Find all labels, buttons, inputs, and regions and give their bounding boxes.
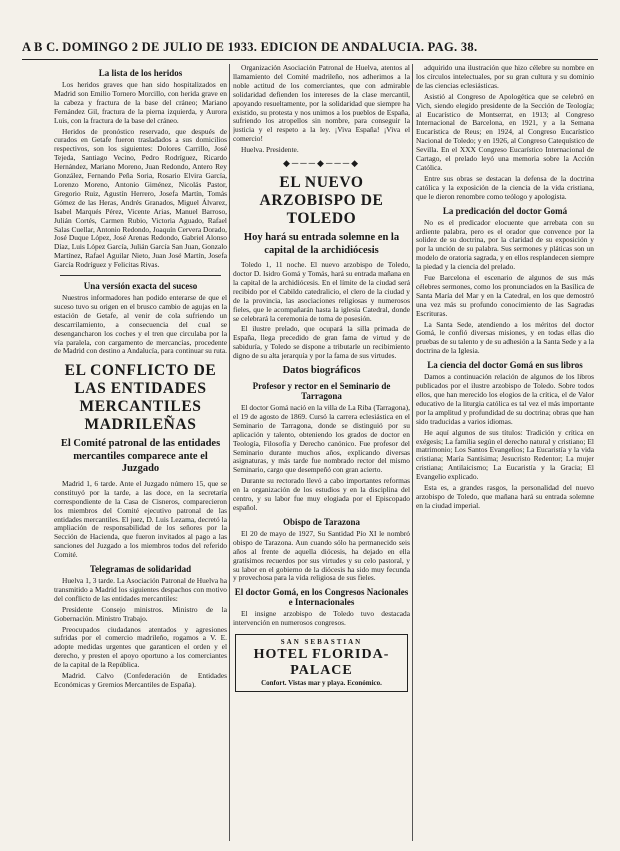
paragraph: El ilustre prelado, que ocupará la silla primada de España, llega precedido de gran fama de virtud y de sabiduría, y Toledo se dispone a tributarle un recibimiento digno de su alta jerarquía y por la fama de sus virtudes.: [233, 324, 410, 361]
paragraph: Damos a continuación relación de algunos de los libros publicados por el ilustre arzobispo de Toledo. Sobre todos ellos, que han merecido los elogios de la crítica, el de Valor educativo de la liturgia católica es tal vez el más importante por la amplitud y profundidad de su doctrina; obras que han sido traducidas a varios idiomas.: [416, 372, 594, 426]
hotel-advertisement: [235, 634, 408, 692]
column-3: [416, 64, 594, 843]
paragraph: Toledo 1, 11 noche. El nuevo arzobispo de Toledo, doctor D. Isidro Gomá y Tomás, hará su entrada mañana en la capital de la archidiócesis. En el límite de la ciudad será recibido por el Cabildo catedralicio, el clero de la ciudad y de la provincia, las asociaciones religiosas y numerosos fieles, que le acompañarán hasta la iglesia Catedral, donde se celebrará la ceremonia de toma de posesión.: [233, 260, 410, 323]
headline-arzobispo: EL NUEVO ARZOBISPO DE TOLEDO: [259, 174, 384, 228]
paragraph: El doctor Gomá nació en la villa de La Riba (Tarragona), el 19 de agosto de 1869. Cursó la carrera eclesiástica en el Seminario de Tarragona, donde se distinguió por su aplicación y talento, obteniendo los grados de doctor en Teología, Filosofía y Derecho canónico. Fue profesor del Seminario durante muchos años, explicando diversas asignaturas, y más tarde fue nombrado rector del mismo Seminario, cargo que desempeñó con gran acierto.: [233, 403, 410, 475]
paragraph: El 20 de mayo de 1927, Su Santidad Pío XI le nombró obispo de Tarazona. Aun cuando sólo ha permanecido seis años al frente de aquella diócesis, ha dejado en ella gratísimos recuerdos por sus virtudes y su celo pastoral, y su labor en el gobierno de la diócesis ha sido muy fecunda y provechosa para la vida religiosa de sus fieles.: [233, 528, 410, 583]
column-2: [233, 64, 410, 843]
paragraph: Heridos de pronóstico reservado, que después de curados en Getafe fueron trasladados a sus domicilios respectivos, son los siguientes: Dolores Carrillo, José Tejeda, Santiago Vecino, Pedro Rodríguez, Ricardo Hernández, Mariano Moreno, Juan Redondo, Antero Rey González, Fernando Peña Soria, Rosario Elvira García, Lorenzo Moreno, Antonio Giménez, Nicolás Pastor, Gregorio Ruiz, Agustín Herrero, Josefa Martín, Tomás Gómez de las Heras, Andrés Granados, Miguel Álvarez, Isabel Marqués Pérez, Vicente Arias, Manuel Barroso, Julián Cortés, Carmen Rubio, Victoria Aguado, Rafael Salas Cuellar, Antonio Redondo, Joaquín Cervera Dorado, José Duque López, José Arenas Redondo, Gabriel Alonso Díaz, Luis López García, Julián García San Juan, Gonzalo Martínez, Rafael Aguilar Nieto, Juan José Martín, Josefa García Rodríguez y Felicitas Rivas.: [54, 126, 227, 270]
paragraph: No es el predicador elocuente que arrebata con su ardiente palabra, pero es el orador que convence por la solidez de su doctrina, por la claridad de su exposición y por la unción de su palabra. Sus sermones y pláticas son un modelo de oratoria sagrada, y en ellos resplandecen siempre la piedad y la ciencia del prelado.: [416, 217, 594, 272]
divider: [60, 275, 221, 276]
subheading-congresos: El doctor Gomá, en los Congresos Nacionales e Internacionales: [234, 587, 409, 608]
heading-predicacion: La predicación del doctor Gomá: [442, 205, 568, 216]
subheading-entrada: Hoy hará su entrada solemne en la capital de la archidiócesis: [243, 232, 400, 256]
heading-datos: Datos biográficos: [282, 365, 361, 377]
paragraph: Madrid 1, 6 tarde. Ante el Juzgado número 15, que se constituyó por la tarde, a las doce, en la secretaría correspondiente de la Casa de Cisneros, comparecieron los miembros del Comité ejecutivo patronal de las entidades mercantiles. El juez, D. Luis Lezama, decretó la ampliación de responsabilidad de los señores por la Sección de Hacienda, que fueron invitados al pago a las sanciones del Juzgado a los miembros todos del referido Comité.: [54, 478, 227, 560]
paragraph: Esta es, a grandes rasgos, la personalidad del nuevo arzobispo de Toledo, que mañana hará su entrada solemne en la ciudad imperial.: [416, 483, 594, 510]
paragraph: Entre sus obras se destacan la defensa de la doctrina católica y la exposición de la ciencia de la vida cristiana, que le dieron renombre como teólogo y apologista.: [416, 173, 594, 201]
paragraph: Huelva. Presidente.: [241, 145, 299, 155]
heading-heridos: La lista de los heridos: [98, 68, 183, 78]
column-divider: [229, 64, 230, 841]
paragraph: Nuestros informadores han podido enterarse de que el suceso tuvo su origen en el brusco cambio de agujas en la estación de Getafe, al venir de cola sufriendo un descarrilamiento, a consecuencia del cual se desengancharon los coches y el tren que circulaba por la vía paralela, con cargamento de mercancías, procedente de Madrid con destino a Andalucía, para continuar su ruta.: [54, 293, 227, 356]
ad-city: SAN SEBASTIAN: [280, 638, 363, 647]
column-divider: [412, 64, 413, 841]
heading-version: Una versión exacta del suceso: [83, 281, 198, 292]
paragraph: Asistió al Congreso de Apologética que se celebró en Vich, siendo elegido presidente de la Sección de Teología; al Eucarístico de Montserrat, en 1913; al Congreso Internacional de Barcelona, en 1921, y a la Semana Eucarística de Reus; en 1924, al Congreso Eucarístico Nacional de Toledo; y en 1926, al Congreso Catequístico de Sevilla. En el XXX Congreso Eucarístico Internacional de Cartago, el prelado leyó una memoria sobre la Acción Católica.: [416, 91, 594, 172]
header-rule: [22, 59, 598, 60]
paragraph: Fue Barcelona el escenario de algunos de sus más célebres sermones, como los pronunciados en la Basílica de Santa María del Mar y en la Catedral, en los que demostró una vez más su profundo conocimiento de las Sagradas Escrituras.: [416, 273, 594, 318]
headline-conflicto: EL CONFLICTO DE LAS ENTIDADES MERCANTILES MADRILEÑAS: [64, 362, 217, 434]
heading-telegramas: Telegramas de solidaridad: [89, 564, 192, 575]
subheading-profesor: Profesor y rector en el Seminario de Tarragona: [252, 381, 391, 402]
ad-hotel-name: HOTEL FLORIDA-PALACE: [253, 647, 390, 679]
ad-tagline: Confort. Vistas mar y playa. Económico.: [261, 679, 382, 688]
paragraph: adquirido una ilustración que hizo célebre su nombre en los círculos intelectuales, por su gran cultura y su dominio de las ciencias eclesiásticas.: [416, 64, 594, 90]
paragraph: He aquí algunos de sus títulos: Tradición y crítica en exégesis; La familia según el derecho natural y cristiano; El matrimonio; Los Santos Evangelios; La Eucaristía y la vida cristiana; María Santísima; Jesucristo Redentor; La mujer cristiana; Antilaicismo; La Eucaristía y la Gracia; El Evangelio explicado.: [416, 427, 594, 482]
column-1: [54, 64, 227, 843]
paragraph: Durante su rectorado llevó a cabo importantes reformas en la organización de los estudios y en la disciplina del centro, y su labor fue muy elogiada por el Episcopado español.: [233, 476, 410, 512]
paragraph: La Santa Sede, atendiendo a los méritos del doctor Gomá, le confió diversas misiones, y en todas ellas dio pruebas de su talento y de su adhesión a la Santa Sede y a la doctrina de la Iglesia.: [416, 319, 594, 356]
subheading-comite: El Comité patronal de las entidades mercantiles comparece ante el Juzgado: [60, 438, 221, 475]
subheading-obispo: Obispo de Tarazona: [282, 516, 361, 527]
paragraph: Organización Asociación Patronal de Huelva, atentos al llamamiento del Comité madrileño, nos adherimos a la noble actitud de los comerciantes, que con admirable solidaridad defienden los intereses de la clase mercantil, apoyando resueltamente, por la solidaridad que siempre ha existido, su protesta y nos unimos a los pueblos de España, sufriendo los atropellos sin nombre, para conseguir la justicia y el respeto a la ley. ¡Viva España! ¡Viva el comercio!: [233, 64, 410, 144]
paragraph: Los heridos graves que han sido hospitalizados en Madrid son Emilio Tornero Morcillo, con herida grave en la cabeza y fractura de la base del cráneo; Mariano Fernández Gil, fractura de la pierna izquierda, y Aurora Luis, con la fractura de la base del cráneo.: [54, 80, 227, 125]
paragraph: Huelva 1, 3 tarde. La Asociación Patronal de Huelva ha transmitido a Madrid los siguientes despachos con motivo del conflicto de las entidades mercantiles:: [54, 576, 227, 603]
paragraph: Preocupados ciudadanos atentados y agresiones sufridas por el comercio madrileño, rogamos a V. E. adopte medidas urgentes que garanticen el orden y el derecho, y presten el apoyo oportuno a los comerciantes de la capital de la República.: [54, 624, 227, 670]
heading-ciencia: La ciencia del doctor Gomá en sus libros: [427, 360, 583, 371]
page-header: A B C. DOMINGO 2 DE JULIO DE 1933. EDICION DE ANDALUCIA. PAG. 38.: [22, 40, 478, 54]
ornament-divider: ◆───◆───◆: [282, 158, 361, 169]
paragraph: El insigne arzobispo de Toledo tuvo destacada intervención en numerosos congresos.: [233, 609, 410, 628]
paragraph: Madrid. Calvo (Confederación de Entidades Económicas y Gremios Mercantiles de España).: [54, 671, 227, 689]
paragraph: Presidente Consejo ministros. Ministro de la Gobernación. Ministro Trabajo.: [54, 604, 227, 623]
